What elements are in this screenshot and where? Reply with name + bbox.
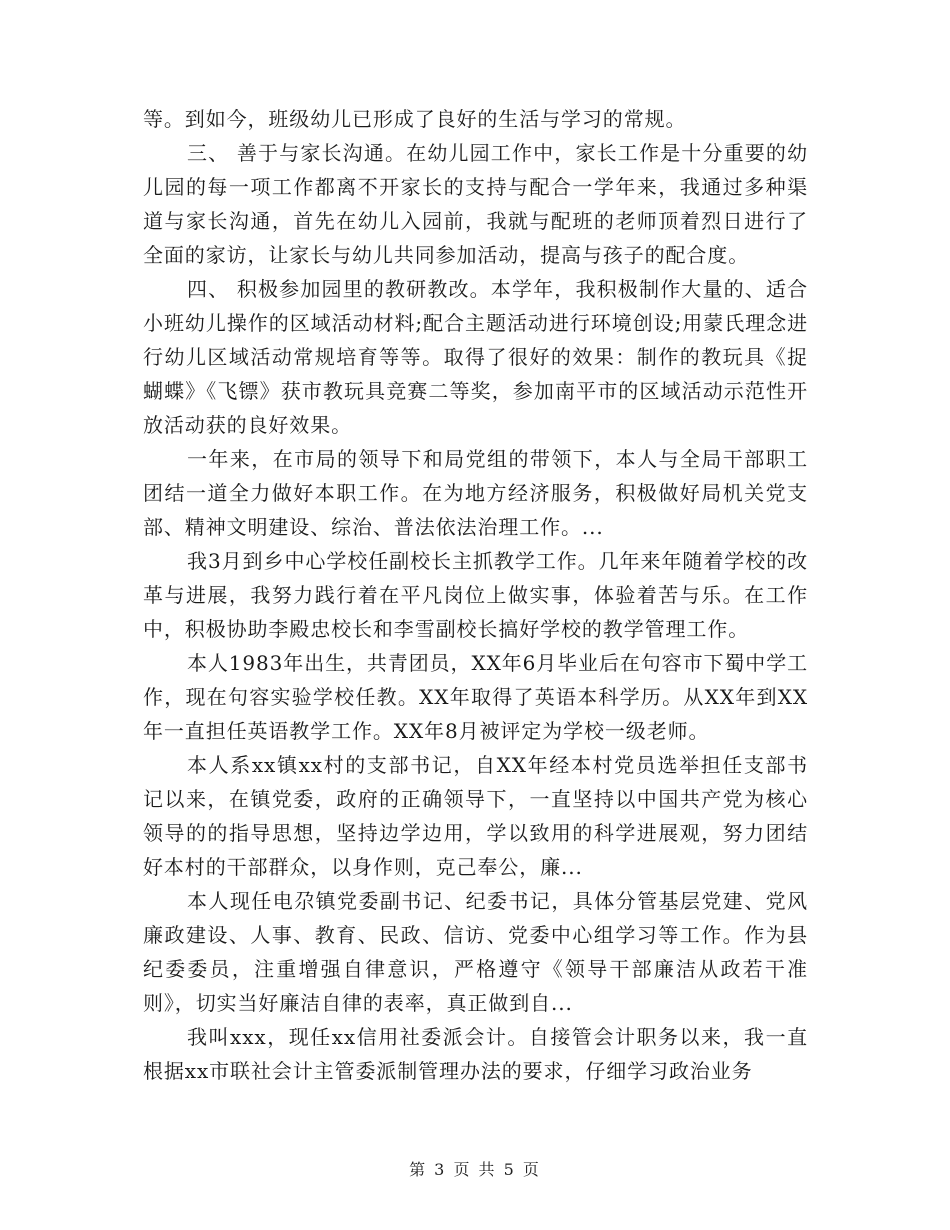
paragraph-continuation: 等。到如今，班级幼儿已形成了良好的生活与学习的常规。 <box>143 107 687 131</box>
paragraph-branch-secretary: 本人系xx镇xx村的支部书记，自XX年经本村党员选举担任支部书记以来，在镇党委，政府的正确领导下，一直坚持以中国共产党为核心领导的的指导思想，坚持边学边用，学以致用的科学进展观，努力团结好本村的干部群众，以身作则，克己奉公，廉... <box>143 753 808 879</box>
paragraph-english-teacher: 本人1983年出生，共青团员，XX年6月毕业后在句容市下蜀中学工作，现在句容实验学校任教。XX年取得了英语本科学历。从XX年到XX年一直担任英语教学工作。XX年8月被评定为学校一级老师。 <box>143 651 808 743</box>
paragraph-teaching-research: 四、 积极参加园里的教研教改。本学年，我积极制作大量的、适合小班幼儿操作的区域活动材料;配合主题活动进行环境创设;用蒙氏理念进行幼儿区域活动常规培育等等。取得了很好的效果：制作的教玩具《捉蝴蝶》《飞镖》获市教玩具竞赛二等奖，参加南平市的区域活动示范性开放活动获的良好效果。 <box>143 277 808 437</box>
paragraph-vice-principal: 我3月到乡中心学校任副校长主抓教学工作。几年来年随着学校的改革与进展，我努力践行着在平凡岗位上做实事，体验着苦与乐。在工作中，积极协助李殿忠校长和李雪副校长搞好学校的教学管理工作。 <box>143 549 808 641</box>
paragraph-annual-work: 一年来，在市局的领导下和局党组的带领下，本人与全局干部职工团结一道全力做好本职工作。在为地方经济服务，积极做好局机关党支部、精神文明建设、综治、普法依法治理工作。... <box>143 447 808 539</box>
paragraph-accountant: 我叫xxx，现任xx信用社委派会计。自接管会计职务以来，我一直根据xx市联社会计主管委派制管理办法的要求，仔细学习政治业务 <box>143 1025 808 1083</box>
paragraph-discipline-secretary: 本人现任电尕镇党委副书记、纪委书记，具体分管基层党建、党风廉政建设、人事、教育、民政、信访、党委中心组学习等工作。作为县纪委委员，注重增强自律意识，严格遵守《领导干部廉洁从政若干准则》，切实当好廉洁自律的表率，真正做到自... <box>143 889 808 1015</box>
document-body <box>143 102 808 1088</box>
page-number-footer: 第 3 页 共 5 页 <box>409 1160 541 1179</box>
paragraph-parent-communication: 三、 善于与家长沟通。在幼儿园工作中，家长工作是十分重要的幼儿园的每一项工作都离不开家长的支持与配合一学年来，我通过多种渠道与家长沟通，首先在幼儿入园前，我就与配班的老师顶着烈日进行了全面的家访，让家长与幼儿共同参加活动，提高与孩子的配合度。 <box>143 141 808 267</box>
